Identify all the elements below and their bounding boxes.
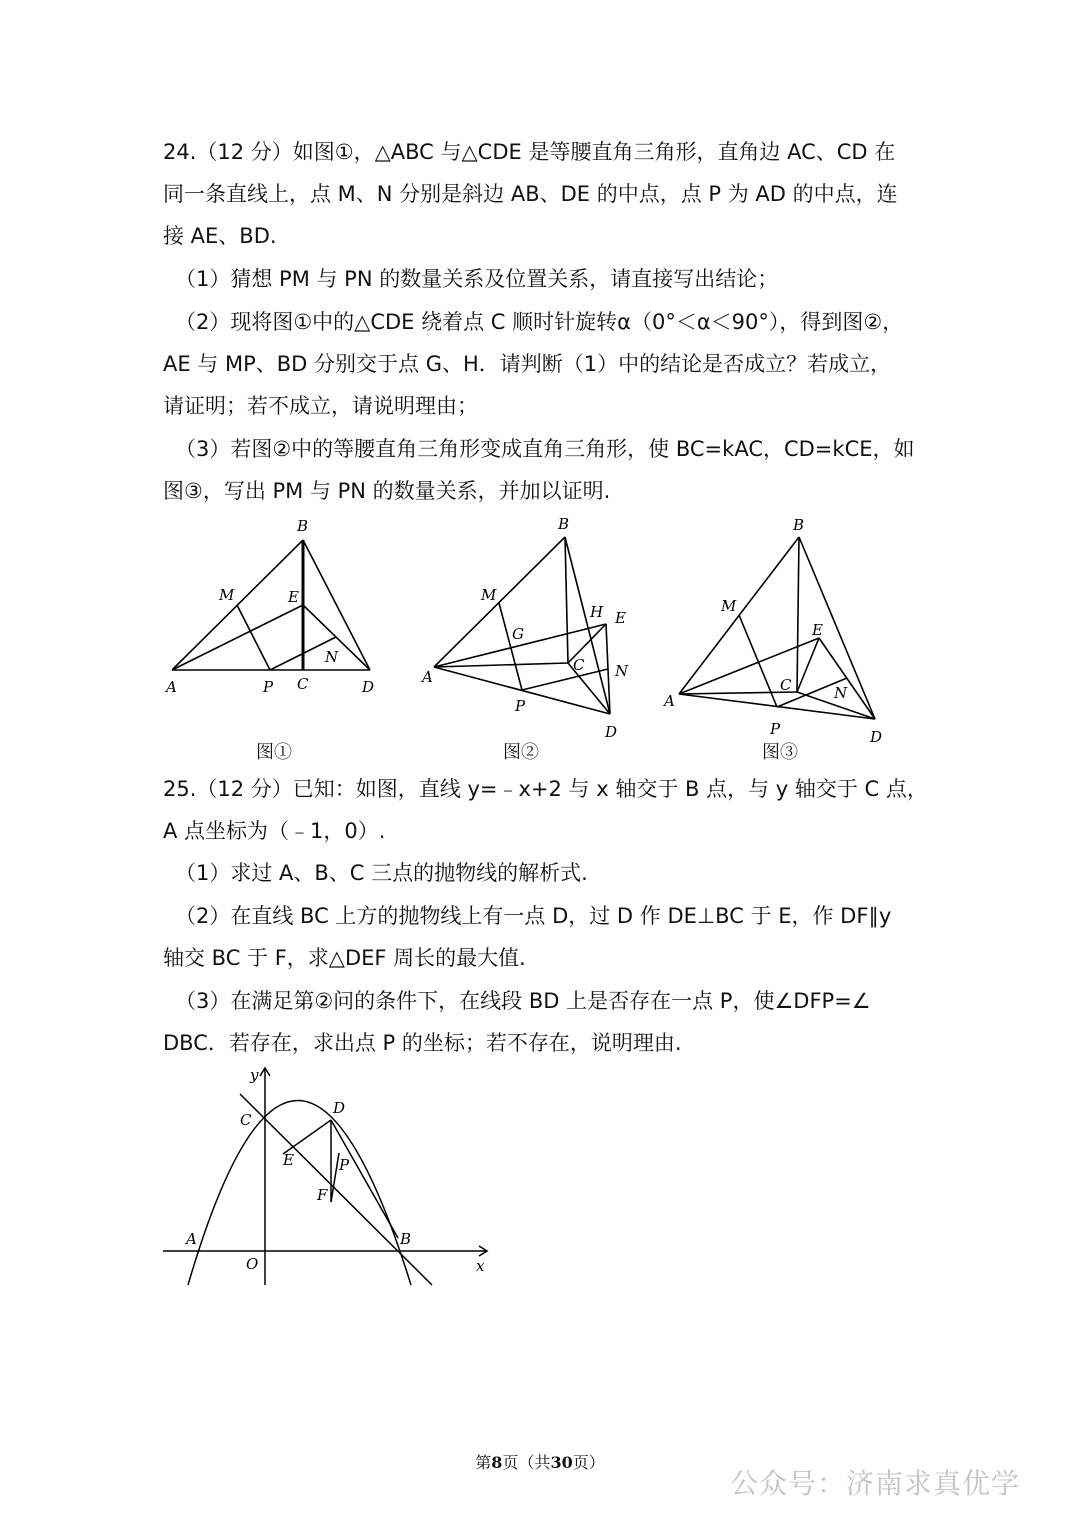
label-A: A (186, 1230, 197, 1248)
p25-part2-line-1: （2）在直线 BC 上方的抛物线上有一点 D，过 D 作 DE⊥BC 于 E，作 DF∥y (175, 904, 892, 928)
fig3-label-C: C (780, 676, 792, 694)
p25-line-2: A 点坐标为（﹣1，0）. (163, 819, 386, 843)
p24-part3-line-2: 图③，写出 PM 与 PN 的数量关系，并加以证明. (163, 479, 611, 503)
fig3-label-A: A (664, 692, 675, 710)
fig2-label-H: H (590, 603, 604, 621)
fig2-label-D: D (605, 723, 618, 741)
fig3-label-D: D (870, 728, 883, 746)
fig3-label-N: N (834, 684, 848, 702)
fig3-label-B: B (793, 516, 805, 534)
watermark: 公众号：济南求真优学 (729, 1467, 1020, 1500)
seg-DB (331, 1120, 398, 1238)
fig1-label-C: C (297, 675, 309, 693)
p24-line-2: 同一条直线上，点 M、N 分别是斜边 AB、DE 的中点，点 P 为 AD 的中点，连 (163, 182, 898, 206)
p24-part2-line-1: （2）现将图①中的△CDE 绕着点 C 顺时针旋转α（0°＜α＜90°），得到图②， (175, 310, 904, 334)
footer-middle: 页（共 (502, 1453, 551, 1472)
fig2-caption: 图② (503, 742, 539, 763)
label-y: y (250, 1066, 259, 1084)
fig1-label-P: P (263, 678, 274, 696)
fig1-caption: 图① (256, 742, 292, 763)
p25-part3-line-2: DBC．若存在，求出点 P 的坐标；若不存在，说明理由. (163, 1031, 682, 1055)
label-x: x (476, 1257, 485, 1275)
fig3-label-P: P (770, 720, 781, 738)
footer-page-number: 8 (491, 1453, 503, 1472)
p24-line-1: 24.（12 分）如图①，△ABC 与△CDE 是等腰直角三角形，直角边 AC、CD 在 (163, 140, 896, 164)
label-C: C (240, 1111, 252, 1129)
fig2-label-C: C (573, 656, 585, 674)
footer-total-pages: 30 (550, 1453, 573, 1472)
seg-FP (331, 1153, 339, 1202)
p24-part1: （1）猜想 PM 与 PN 的数量关系及位置关系，请直接写出结论； (175, 267, 779, 291)
fig3-label-E: E (812, 621, 823, 639)
fig2-label-P: P (515, 697, 526, 715)
p24-part2-line-2: AE 与 MP、BD 分别交于点 G、H．请判断（1）中的结论是否成立？若成立， (163, 352, 892, 376)
p25-part1: （1）求过 A、B、C 三点的抛物线的解析式. (175, 861, 588, 885)
parabola-curve (188, 1101, 411, 1286)
p25-line-1: 25.（12 分）已知：如图，直线 y=﹣x+2 与 x 轴交于 B 点，与 y 轴交于 C 点， (163, 777, 928, 801)
fig1-label-N: N (325, 648, 339, 666)
p24-part3-line-1: （3）若图②中的等腰直角三角形变成直角三角形，使 BC=kAC，CD=kCE，如 (175, 437, 915, 461)
fig2-label-B: B (558, 515, 570, 533)
fig3-caption: 图③ (762, 742, 798, 763)
label-D: D (333, 1099, 346, 1117)
fig1-label-D: D (362, 678, 375, 696)
fig1-label-M: M (219, 586, 235, 604)
fig2-label-E: E (615, 609, 626, 627)
label-E: E (283, 1151, 294, 1169)
fig1-label-E: E (288, 588, 299, 606)
fig1-label-B: B (297, 517, 309, 535)
label-B: B (400, 1230, 412, 1248)
p25-part3-line-1: （3）在满足第②问的条件下，在线段 BD 上是否存在一点 P，使∠DFP=∠ (175, 989, 871, 1013)
fig2-label-M: M (481, 586, 497, 604)
fig2-label-G: G (512, 625, 524, 643)
fig2-label-A: A (422, 668, 433, 686)
fig3-label-M: M (721, 597, 737, 615)
fig1-label-A: A (166, 678, 177, 696)
fig2-label-N: N (615, 662, 629, 680)
seg-DE (283, 1120, 331, 1154)
footer-prefix: 第 (475, 1453, 492, 1472)
label-O: O (246, 1255, 259, 1273)
label-F: F (317, 1186, 328, 1204)
footer-suffix: 页） (572, 1453, 605, 1472)
p25-part2-line-2: 轴交 BC 于 F，求△DEF 周长的最大值. (163, 946, 526, 970)
label-P: P (339, 1156, 350, 1174)
p24-line-3: 接 AE、BD. (163, 224, 277, 248)
p24-part2-line-3: 请证明；若不成立，请说明理由； (163, 394, 478, 418)
